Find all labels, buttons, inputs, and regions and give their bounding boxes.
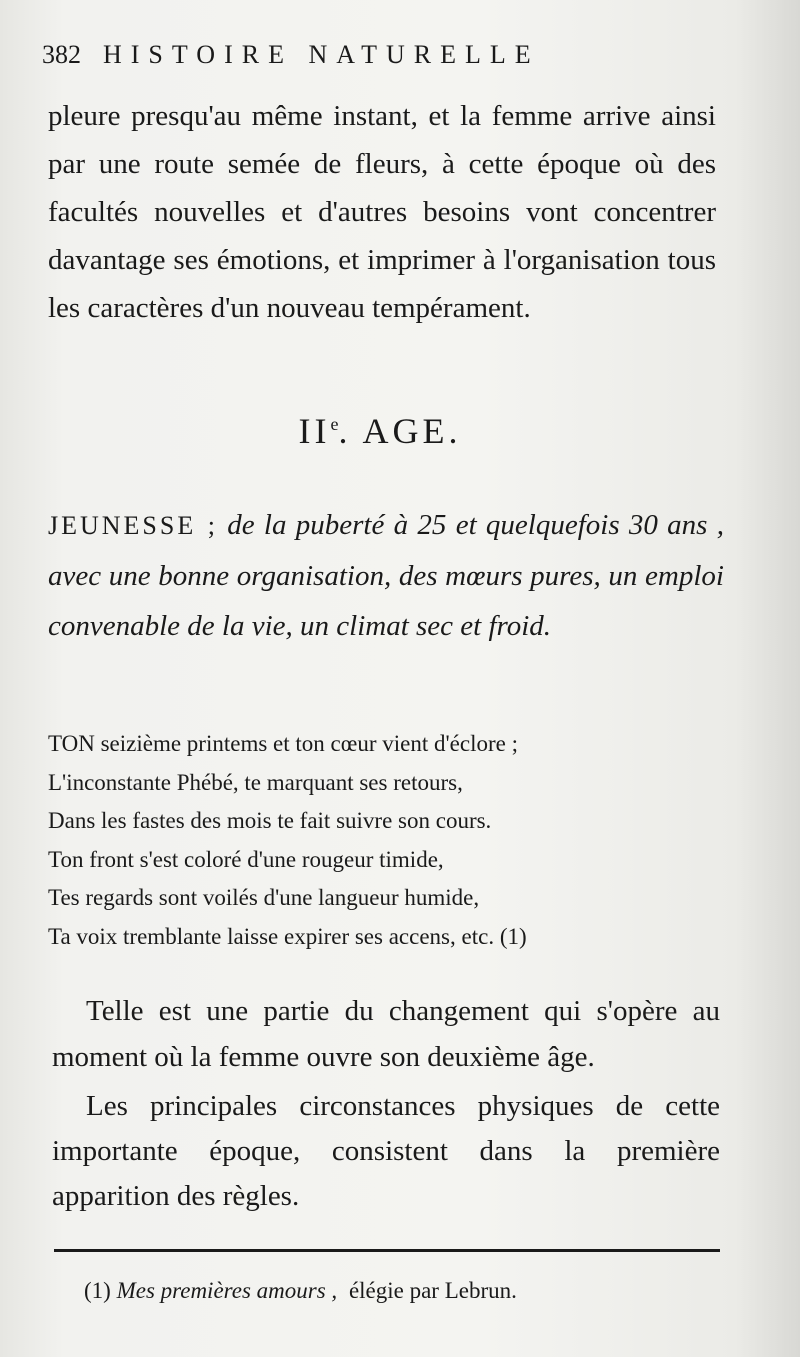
running-header [42,40,742,80]
footnote-title: Mes premières amours , [116,1278,338,1303]
footnote-marker: (1) [84,1278,111,1303]
paragraph-principales: Les principales circonstances physiques de cette importante époque, consistent dans la première apparition des règles. [52,1090,720,1212]
jeunesse-text: de la puberté à 25 et quelquefois 30 ans , avec une bonne organisation, des mœurs pures, un emploi convenable de la vie, un climat sec et froid. [48,509,724,642]
footnote-divider [54,1249,720,1252]
poem-quotation [48,725,728,956]
poem-line: L'inconstante Phébé, te marquant ses retours, [48,769,463,795]
poem-line: TON seizième printems et ton cœur vient d'éclore ; [48,731,518,756]
section-numeral: II [298,411,331,451]
section-heading [0,410,760,452]
section-title: . AGE. [338,411,462,451]
poem-line: Tes regards sont voilés d'une langueur humide, [48,885,480,910]
footnote-attribution: élégie par Lebrun. [348,1278,517,1303]
jeunesse-lead: JEUNESSE ; [48,511,218,540]
page-number: 382 [42,40,81,69]
poem-line: Ton front s'est coloré d'une rougeur timide, [48,846,444,872]
poem-line: Ta voix tremblante laisse expirer ses accens, etc. (1) [48,923,527,949]
jeunesse-definition [48,500,724,651]
footnote [84,1278,724,1304]
paragraph-continuation: pleure presqu'au même instant, et la femme arrive ainsi par une route semée de fleurs, à cette époque où des facultés nouvelles et d'autres besoins vont concentrer davantage ses émotions, et imprimer à l'organisation tous les caractères d'un nouveau tempérament. [48,100,716,324]
running-title: HISTOIRE NATURELLE [103,40,540,69]
poem-line: Dans les fastes des mois te fait suivre son cours. [48,808,492,833]
paragraph-telle: Telle est une partie du changement qui s'opère au moment où la femme ouvre son deuxième âge. [52,995,720,1073]
section-superscript: e [330,414,339,434]
